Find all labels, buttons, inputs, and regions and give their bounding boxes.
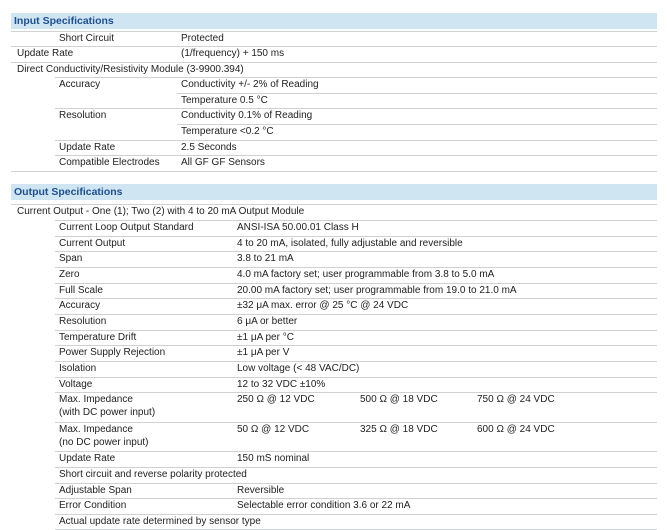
input-section-title: Input Specifications: [14, 15, 114, 27]
spec-value: ±32 μA max. error @ 25 °C @ 24 VDC: [237, 300, 409, 311]
divider: [11, 62, 657, 63]
accuracy-label: Accuracy: [59, 79, 101, 90]
protection-note: Short circuit and reverse polarity protected: [59, 469, 247, 480]
short-circuit-value: Protected: [181, 33, 224, 44]
input-section-header: [11, 13, 657, 29]
divider: [55, 77, 657, 78]
impedance-dc-label: Max. Impedance: [59, 394, 133, 405]
impedance-dc-sublabel: (with DC power input): [59, 407, 156, 418]
adjustable-span-label: Adjustable Span: [59, 485, 132, 496]
divider: [55, 392, 657, 393]
divider: [177, 93, 657, 94]
spec-label: Current Output: [59, 238, 126, 249]
output-update-rate-label: Update Rate: [59, 453, 116, 464]
spec-label: Voltage: [59, 379, 93, 390]
impedance-nodc-12v: 50 Ω @ 12 VDC: [237, 424, 310, 435]
electrodes-label: Compatible Electrodes: [59, 157, 160, 168]
divider: [55, 251, 657, 252]
resolution-label: Resolution: [59, 110, 107, 121]
divider: [55, 330, 657, 331]
divider: [55, 514, 657, 515]
spec-label: Current Loop Output Standard: [59, 222, 194, 233]
resolution-value-temperature: Temperature <0.2 °C: [181, 126, 274, 137]
spec-label: Temperature Drift: [59, 332, 137, 343]
divider: [55, 155, 657, 156]
module-update-rate-label: Update Rate: [59, 142, 116, 153]
resolution-value-conductivity: Conductivity 0.1% of Reading: [181, 110, 313, 121]
output-update-rate-value: 150 mS nominal: [237, 453, 310, 464]
spec-value: 6 μA or better: [237, 316, 298, 327]
short-circuit-label: Short Circuit: [59, 33, 115, 44]
divider: [11, 31, 657, 32]
spec-label: Power Supply Rejection: [59, 347, 166, 358]
divider: [55, 422, 657, 423]
spec-value: 4 to 20 mA, isolated, fully adjustable and reversible: [237, 238, 463, 249]
update-rate-value: (1/frequency) + 150 ms: [181, 48, 285, 59]
spec-label: Accuracy: [59, 300, 101, 311]
divider: [55, 377, 657, 378]
divider: [11, 171, 657, 172]
impedance-dc-18v: 500 Ω @ 18 VDC: [360, 394, 438, 405]
divider: [55, 283, 657, 284]
divider: [55, 483, 657, 484]
module-heading: Direct Conductivity/Resistivity Module (3-9900.394): [17, 64, 244, 75]
divider: [11, 204, 657, 205]
divider: [11, 46, 657, 47]
spec-label: Isolation: [59, 363, 97, 374]
spec-value: ANSI-ISA 50.00.01 Class H: [237, 222, 359, 233]
spec-value: ±1 μA per °C: [237, 332, 294, 343]
divider: [55, 498, 657, 499]
impedance-dc-12v: 250 Ω @ 12 VDC: [237, 394, 315, 405]
impedance-nodc-18v: 325 Ω @ 18 VDC: [360, 424, 438, 435]
output-section-title: Output Specifications: [14, 186, 123, 198]
divider: [55, 220, 657, 221]
divider: [55, 467, 657, 468]
divider: [55, 361, 657, 362]
spec-value: 3.8 to 21 mA: [237, 253, 294, 264]
divider: [55, 236, 657, 237]
impedance-nodc-24v: 600 Ω @ 24 VDC: [477, 424, 555, 435]
impedance-nodc-label: Max. Impedance: [59, 424, 133, 435]
divider: [55, 267, 657, 268]
spec-value: 12 to 32 VDC ±10%: [237, 379, 326, 390]
divider: [55, 314, 657, 315]
divider: [55, 451, 657, 452]
spec-value: 4.0 mA factory set; user programmable from 3.8 to 5.0 mA: [237, 269, 495, 280]
divider: [55, 345, 657, 346]
adjustable-span-value: Reversible: [237, 485, 285, 496]
accuracy-value-conductivity: Conductivity +/- 2% of Reading: [181, 79, 319, 90]
impedance-dc-24v: 750 Ω @ 24 VDC: [477, 394, 555, 405]
electrodes-value: All GF GF Sensors: [181, 157, 265, 168]
footer-note: Actual update rate determined by sensor type: [59, 516, 261, 527]
spec-value: Low voltage (< 48 VAC/DC): [237, 363, 360, 374]
divider: [55, 108, 657, 109]
output-section-header: [11, 184, 657, 200]
impedance-nodc-sublabel: (no DC power input): [59, 437, 149, 448]
spec-label: Full Scale: [59, 285, 103, 296]
spec-label: Span: [59, 253, 83, 264]
spec-value: 20.00 mA factory set; user programmable from 19.0 to 21.0 mA: [237, 285, 517, 296]
module-update-rate-value: 2.5 Seconds: [181, 142, 237, 153]
accuracy-value-temperature: Temperature 0.5 °C: [181, 95, 268, 106]
divider: [177, 124, 657, 125]
spec-value: ±1 μA per V: [237, 347, 290, 358]
spec-label: Resolution: [59, 316, 107, 327]
divider: [55, 298, 657, 299]
divider: [55, 140, 657, 141]
error-condition-label: Error Condition: [59, 500, 127, 511]
output-module-heading: Current Output - One (1); Two (2) with 4 to 20 mA Output Module: [17, 206, 305, 217]
error-condition-value: Selectable error condition 3.6 or 22 mA: [237, 500, 411, 511]
spec-label: Zero: [59, 269, 80, 280]
update-rate-label: Update Rate: [17, 48, 74, 59]
